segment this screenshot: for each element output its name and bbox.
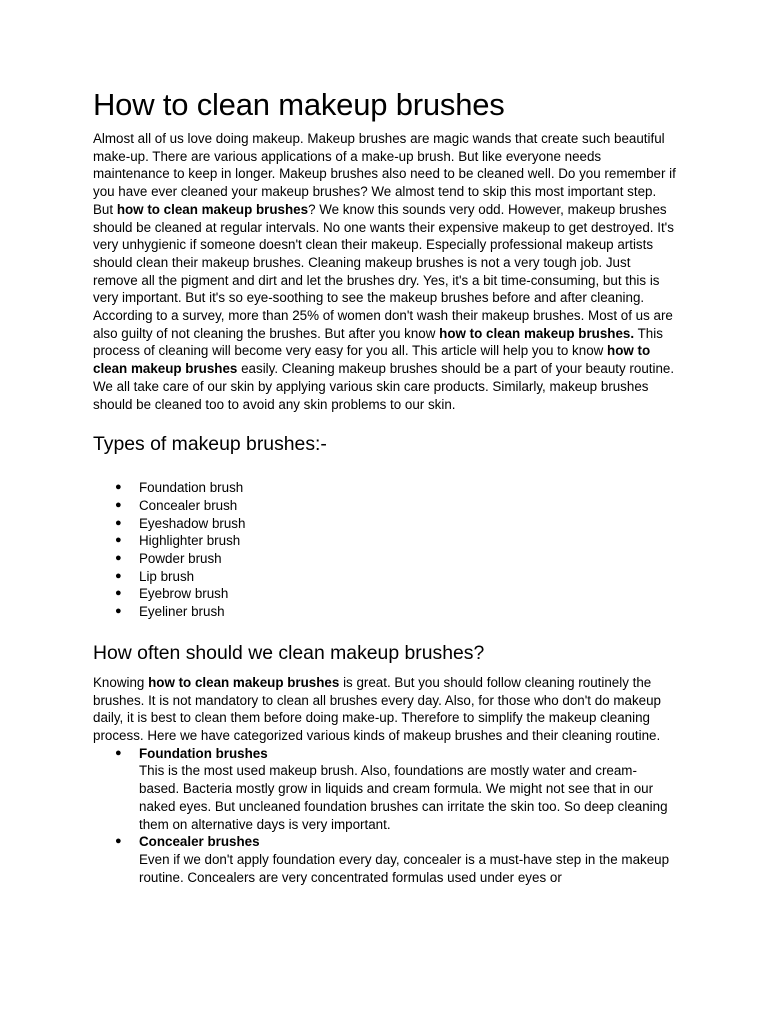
list-item-label: Highlighter brush [139, 533, 241, 549]
often-bold-1: how to clean makeup brushes [148, 674, 340, 690]
foundation-brushes-text: This is the most used makeup brush. Also, foundations are mostly water and cream-based. Bacteria mostly grow in liquids and cream formula. We might not see that in our naked eyes. But uncleaned foundation brushes can irritate the skin too. So deep cleaning them on alternative days is very important. [139, 763, 668, 832]
bullet-icon: ● [115, 569, 122, 582]
bullet-icon: ● [115, 481, 122, 494]
list-item [93, 479, 676, 497]
concealer-brushes-heading: Concealer brushes [139, 834, 260, 850]
often-text-1: Knowing [93, 674, 149, 690]
list-item [93, 833, 676, 886]
brush-types-list [93, 479, 676, 621]
bullet-icon: ● [115, 534, 122, 547]
intro-bold-2: how to clean makeup brushes. [439, 325, 635, 341]
intro-bold-1: how to clean makeup brushes [116, 201, 309, 217]
list-item [93, 532, 676, 550]
list-item [93, 550, 676, 568]
list-item [93, 603, 676, 621]
cleaning-frequency-paragraph [93, 674, 676, 745]
bullet-icon: ● [115, 746, 122, 759]
list-item-label: Lip brush [139, 568, 195, 584]
intro-text-1: Almost all of us love doing makeup. Makeup brushes are magic wands that create such beautiful make-up. There are various applications of a make-up brush. But like everyone needs maintenance to keep in longer. Makeup brushes also need to be cleaned well. Do you remember if you have ever cleaned your makeup brushes? We almost tend to skip this most important step. But [93, 131, 676, 217]
list-item [93, 568, 676, 586]
intro-text-3: This process of cleaning will become very easy for you all. This article will help you to know [93, 325, 663, 359]
list-item-label: Eyebrow brush [139, 586, 229, 602]
often-text-2: is great. But you should follow cleaning routinely the brushes. It is not mandatory to clean all brushes every day. Also, for those who don't do makeup daily, it is best to clean them before doing make-up. Therefore to simplify the makeup cleaning process. Here we have categorized various kinds of makeup brushes and their cleaning routine. [93, 674, 662, 743]
intro-paragraph [93, 130, 676, 413]
bullet-icon: ● [115, 552, 122, 565]
bullet-icon: ● [115, 498, 122, 511]
list-item [93, 497, 676, 515]
list-item-label: Eyeshadow brush [139, 515, 246, 531]
list-item-label: Eyeliner brush [139, 604, 225, 620]
list-item [93, 745, 676, 834]
intro-text-2: ? We know this sounds very odd. However, makeup brushes should be cleaned at regular intervals. No one wants their expensive makeup to get destroyed. It's very unhygienic if someone doesn't clean their makeup. Especially professional makeup artists should clean their makeup brushes. Cleaning makeup brushes is not a very tough job. Just remove all the pigment and dirt and let the brushes dry. Yes, it's a bit time-consuming, but this is very important. But it's so eye-soothing to see the makeup brushes before and after cleaning. According to a survey, more than 25% of women don't wash their makeup brushes. Most of us are also guilty of not cleaning the brushes. But after you know [93, 201, 674, 341]
foundation-brushes-heading: Foundation brushes [139, 745, 268, 761]
intro-bold-3: how to clean makeup brushes [93, 343, 651, 377]
cleaning-frequency-heading: How often should we clean makeup brushes? [93, 641, 485, 664]
types-heading: Types of makeup brushes:- [93, 433, 327, 456]
list-item [93, 515, 676, 533]
list-item-label: Powder brush [139, 551, 222, 567]
concealer-brushes-text: Even if we don't apply foundation every day, concealer is a must-have step in the makeup routine. Concealers are very concentrated formulas used under eyes or [139, 851, 670, 885]
list-item [93, 585, 676, 603]
bullet-icon: ● [115, 516, 122, 529]
list-item-label: Concealer brush [139, 497, 238, 513]
intro-text-4: easily. Cleaning makeup brushes should be a part of your beauty routine. We all take care of our skin by applying various skin care products. Similarly, makeup brushes should be cleaned too to avoid any skin problems to our skin. [93, 361, 675, 412]
page-title: How to clean makeup brushes [93, 87, 505, 122]
bullet-icon: ● [115, 605, 122, 618]
bullet-icon: ● [115, 587, 122, 600]
bullet-icon: ● [115, 835, 122, 848]
list-item-label: Foundation brush [139, 480, 244, 496]
brush-routine-list [93, 745, 676, 887]
